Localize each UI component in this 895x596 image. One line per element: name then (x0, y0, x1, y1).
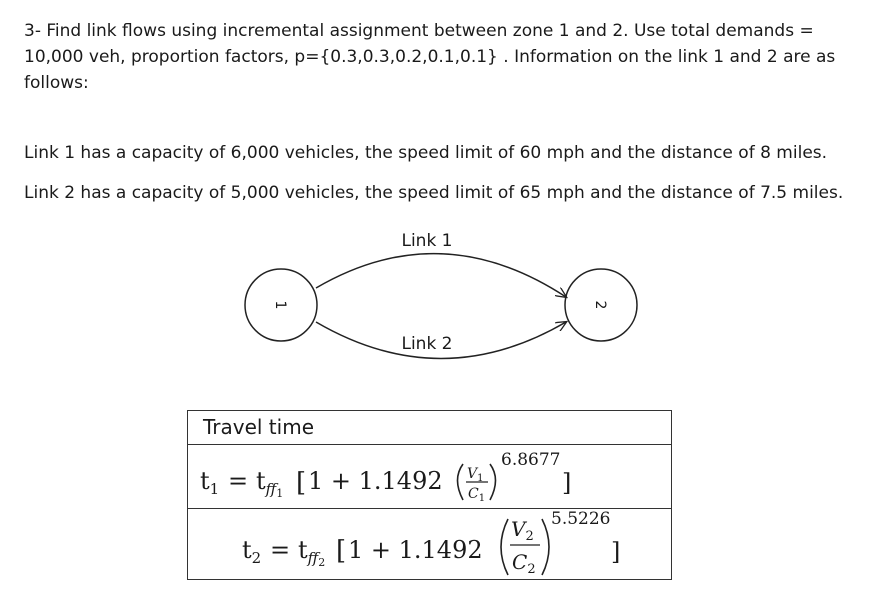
eq1-denominator-sub: 1 (478, 493, 486, 504)
eq1-denominator: C (468, 486, 479, 502)
svg-text:=: = (228, 467, 249, 495)
svg-text:C1 (468, 486, 485, 504)
link1-label: Link 1 (401, 231, 453, 251)
svg-text:t1 (200, 467, 219, 498)
eq2-coefficient: 1 + 1.1492 (348, 536, 483, 564)
eq1-open-bracket: [ (296, 468, 307, 498)
table-title-row (188, 411, 671, 445)
eq1-tff-sub: ff (265, 480, 277, 498)
equation-row-1 (188, 445, 671, 509)
eq1-close-bracket: ] (562, 469, 572, 497)
eq2-left-paren (501, 519, 508, 575)
eq1-left-paren (458, 464, 464, 500)
svg-text:V2 (511, 517, 534, 544)
svg-text:t2 (242, 536, 261, 567)
eq1-lhs-sub: 1 (209, 480, 220, 498)
eq2-open-bracket: [ (336, 536, 347, 566)
problem-statement: 3- Find link flows using incremental assignment between zone 1 and 2. Use total demands = 10,000 veh, proportion factors, p={0.3,0.3,0.2,0.1,0.1} . Information on the link 1 and 2 are as follows: (24, 21, 836, 93)
eq2-lhs-sub: 2 (251, 549, 262, 567)
eq1-tff-subsub: 1 (276, 487, 284, 500)
eq1-lhs: t (200, 467, 210, 495)
eq2-numerator: V (511, 517, 526, 541)
eq2-denominator: C (512, 550, 528, 574)
table-title: Travel time (203, 415, 314, 439)
eq1-tff: t (256, 467, 266, 495)
svg-text:tff2 (298, 536, 325, 569)
eq1-coefficient: 1 + 1.1492 (308, 467, 443, 495)
link2-label: Link 2 (401, 334, 453, 354)
node-2-label: 2 (592, 300, 608, 310)
eq1-numerator: V (467, 466, 478, 482)
link1-curve (316, 254, 566, 297)
eq2-lhs: t (242, 536, 252, 564)
svg-text:=: = (270, 536, 291, 564)
eq2-right-paren (542, 519, 549, 575)
eq2-close-bracket: ] (611, 538, 621, 566)
equation-link2 (188, 509, 670, 577)
eq2-exponent: 5.5226 (551, 509, 611, 529)
eq2-numerator-sub: 2 (525, 529, 534, 544)
equation-link1 (188, 445, 670, 507)
svg-text:tff1 (256, 467, 283, 500)
eq1-numerator-sub: 1 (477, 473, 484, 484)
node-1-label: 1 (272, 300, 288, 310)
link2-description: Link 2 has a capacity of 5,000 vehicles, the speed limit of 65 mph and the distance of 7.5 miles. (24, 183, 844, 203)
eq2-denominator-sub: 2 (527, 562, 536, 577)
eq1-right-paren (490, 464, 496, 500)
equation-row-2 (188, 509, 671, 579)
eq1-exponent: 6.8677 (501, 450, 561, 470)
travel-time-table (187, 410, 672, 580)
link1-description: Link 1 has a capacity of 6,000 vehicles, the speed limit of 60 mph and the distance of 8 miles. (24, 143, 828, 163)
eq2-tff-sub: ff (307, 549, 319, 567)
eq2-tff: t (298, 536, 308, 564)
svg-text:C2 (512, 550, 536, 577)
svg-text:V1 (467, 466, 484, 484)
eq2-tff-subsub: 2 (318, 556, 326, 569)
